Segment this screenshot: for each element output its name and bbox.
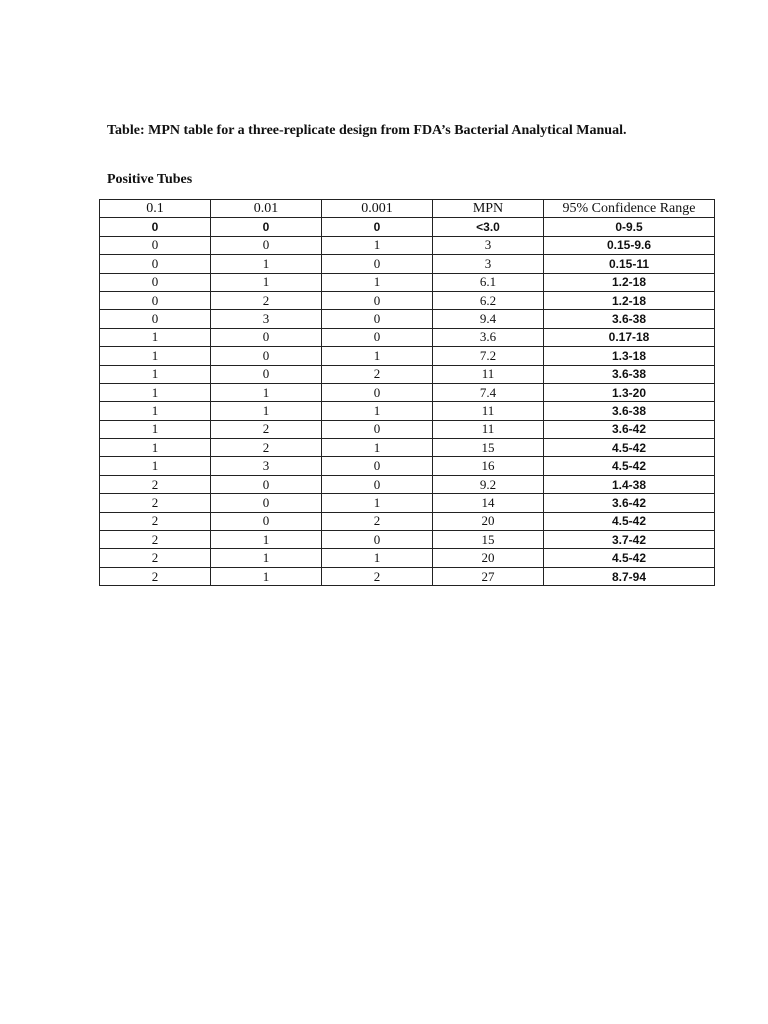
table-row xyxy=(100,402,715,420)
cell-dilution-0-1: 0 xyxy=(100,218,211,236)
cell-mpn: 11 xyxy=(433,365,544,383)
cell-mpn: 7.2 xyxy=(433,347,544,365)
header-confidence-range: 95% Confidence Range xyxy=(544,200,715,218)
table-row xyxy=(100,236,715,254)
table-row xyxy=(100,457,715,475)
table-body xyxy=(100,218,715,586)
cell-dilution-0-1: 1 xyxy=(100,420,211,438)
table-row xyxy=(100,439,715,457)
table-row xyxy=(100,531,715,549)
header-dilution-0-001: 0.001 xyxy=(322,200,433,218)
cell-confidence-range: 4.5-42 xyxy=(544,549,715,567)
cell-confidence-range: 8.7-94 xyxy=(544,567,715,585)
cell-dilution-0-1: 2 xyxy=(100,549,211,567)
cell-confidence-range: 0.17-18 xyxy=(544,328,715,346)
cell-dilution-0-01: 2 xyxy=(211,291,322,309)
cell-dilution-0-001: 0 xyxy=(322,328,433,346)
cell-dilution-0-01: 1 xyxy=(211,531,322,549)
table-row xyxy=(100,494,715,512)
cell-confidence-range: 3.6-42 xyxy=(544,420,715,438)
table-row xyxy=(100,549,715,567)
cell-mpn: 6.1 xyxy=(433,273,544,291)
cell-dilution-0-1: 1 xyxy=(100,365,211,383)
cell-confidence-range: 3.6-42 xyxy=(544,494,715,512)
table-row xyxy=(100,291,715,309)
cell-confidence-range: 1.3-20 xyxy=(544,383,715,401)
cell-dilution-0-001: 0 xyxy=(322,420,433,438)
header-dilution-0-01: 0.01 xyxy=(211,200,322,218)
cell-dilution-0-01: 1 xyxy=(211,383,322,401)
cell-dilution-0-01: 1 xyxy=(211,273,322,291)
cell-dilution-0-001: 2 xyxy=(322,512,433,530)
header-row xyxy=(100,200,715,218)
cell-dilution-0-01: 1 xyxy=(211,549,322,567)
cell-dilution-0-01: 0 xyxy=(211,347,322,365)
cell-mpn: <3.0 xyxy=(433,218,544,236)
cell-dilution-0-1: 0 xyxy=(100,255,211,273)
cell-confidence-range: 0-9.5 xyxy=(544,218,715,236)
cell-dilution-0-01: 0 xyxy=(211,512,322,530)
cell-dilution-0-001: 0 xyxy=(322,255,433,273)
cell-dilution-0-01: 0 xyxy=(211,475,322,493)
cell-dilution-0-1: 0 xyxy=(100,291,211,309)
cell-confidence-range: 3.6-38 xyxy=(544,365,715,383)
cell-confidence-range: 3.6-38 xyxy=(544,402,715,420)
cell-dilution-0-001: 1 xyxy=(322,494,433,512)
cell-dilution-0-01: 2 xyxy=(211,439,322,457)
cell-dilution-0-001: 1 xyxy=(322,549,433,567)
table-row xyxy=(100,420,715,438)
cell-confidence-range: 1.2-18 xyxy=(544,291,715,309)
cell-dilution-0-1: 0 xyxy=(100,236,211,254)
cell-mpn: 16 xyxy=(433,457,544,475)
cell-dilution-0-001: 0 xyxy=(322,475,433,493)
cell-dilution-0-001: 0 xyxy=(322,457,433,475)
cell-confidence-range: 4.5-42 xyxy=(544,439,715,457)
cell-dilution-0-1: 1 xyxy=(100,439,211,457)
table-row xyxy=(100,383,715,401)
cell-dilution-0-001: 0 xyxy=(322,310,433,328)
cell-dilution-0-001: 2 xyxy=(322,567,433,585)
cell-dilution-0-01: 0 xyxy=(211,494,322,512)
cell-mpn: 20 xyxy=(433,512,544,530)
cell-dilution-0-1: 2 xyxy=(100,494,211,512)
cell-mpn: 3 xyxy=(433,255,544,273)
cell-dilution-0-1: 1 xyxy=(100,402,211,420)
cell-dilution-0-01: 0 xyxy=(211,365,322,383)
cell-mpn: 9.2 xyxy=(433,475,544,493)
table-header xyxy=(100,200,715,218)
cell-dilution-0-1: 1 xyxy=(100,347,211,365)
table-row xyxy=(100,567,715,585)
cell-dilution-0-001: 1 xyxy=(322,347,433,365)
cell-dilution-0-01: 1 xyxy=(211,255,322,273)
table-row xyxy=(100,255,715,273)
cell-confidence-range: 4.5-42 xyxy=(544,512,715,530)
cell-dilution-0-01: 0 xyxy=(211,236,322,254)
header-mpn: MPN xyxy=(433,200,544,218)
cell-dilution-0-001: 0 xyxy=(322,291,433,309)
cell-dilution-0-001: 1 xyxy=(322,402,433,420)
cell-confidence-range: 1.2-18 xyxy=(544,273,715,291)
cell-dilution-0-01: 3 xyxy=(211,310,322,328)
table-row xyxy=(100,328,715,346)
cell-mpn: 27 xyxy=(433,567,544,585)
cell-dilution-0-01: 3 xyxy=(211,457,322,475)
table-row xyxy=(100,218,715,236)
mpn-table xyxy=(99,199,715,586)
cell-dilution-0-1: 2 xyxy=(100,475,211,493)
cell-confidence-range: 0.15-9.6 xyxy=(544,236,715,254)
cell-mpn: 15 xyxy=(433,531,544,549)
cell-mpn: 7.4 xyxy=(433,383,544,401)
cell-dilution-0-1: 2 xyxy=(100,512,211,530)
cell-dilution-0-1: 1 xyxy=(100,457,211,475)
cell-dilution-0-001: 1 xyxy=(322,273,433,291)
table-row xyxy=(100,475,715,493)
cell-mpn: 20 xyxy=(433,549,544,567)
cell-mpn: 9.4 xyxy=(433,310,544,328)
cell-mpn: 6.2 xyxy=(433,291,544,309)
table-row xyxy=(100,310,715,328)
cell-confidence-range: 3.7-42 xyxy=(544,531,715,549)
table-row xyxy=(100,347,715,365)
cell-dilution-0-001: 2 xyxy=(322,365,433,383)
cell-dilution-0-001: 0 xyxy=(322,383,433,401)
header-dilution-0-1: 0.1 xyxy=(100,200,211,218)
cell-dilution-0-001: 0 xyxy=(322,531,433,549)
cell-dilution-0-1: 1 xyxy=(100,328,211,346)
cell-confidence-range: 3.6-38 xyxy=(544,310,715,328)
cell-mpn: 14 xyxy=(433,494,544,512)
table-row xyxy=(100,273,715,291)
cell-dilution-0-01: 2 xyxy=(211,420,322,438)
cell-mpn: 3 xyxy=(433,236,544,254)
cell-dilution-0-01: 0 xyxy=(211,328,322,346)
cell-dilution-0-001: 1 xyxy=(322,439,433,457)
cell-dilution-0-01: 1 xyxy=(211,567,322,585)
cell-dilution-0-1: 2 xyxy=(100,531,211,549)
table-row xyxy=(100,512,715,530)
cell-dilution-0-1: 1 xyxy=(100,383,211,401)
cell-dilution-0-01: 1 xyxy=(211,402,322,420)
cell-dilution-0-01: 0 xyxy=(211,218,322,236)
positive-tubes-heading: Positive Tubes xyxy=(107,172,193,187)
cell-mpn: 11 xyxy=(433,402,544,420)
cell-confidence-range: 1.4-38 xyxy=(544,475,715,493)
table-caption: Table: MPN table for a three-replicate design from FDA’s Bacterial Analytical Manual. xyxy=(107,123,627,138)
table-row xyxy=(100,365,715,383)
cell-dilution-0-001: 0 xyxy=(322,218,433,236)
cell-dilution-0-001: 1 xyxy=(322,236,433,254)
cell-dilution-0-1: 2 xyxy=(100,567,211,585)
cell-mpn: 15 xyxy=(433,439,544,457)
cell-mpn: 3.6 xyxy=(433,328,544,346)
cell-dilution-0-1: 0 xyxy=(100,310,211,328)
cell-dilution-0-1: 0 xyxy=(100,273,211,291)
cell-confidence-range: 0.15-11 xyxy=(544,255,715,273)
cell-confidence-range: 1.3-18 xyxy=(544,347,715,365)
cell-confidence-range: 4.5-42 xyxy=(544,457,715,475)
cell-mpn: 11 xyxy=(433,420,544,438)
